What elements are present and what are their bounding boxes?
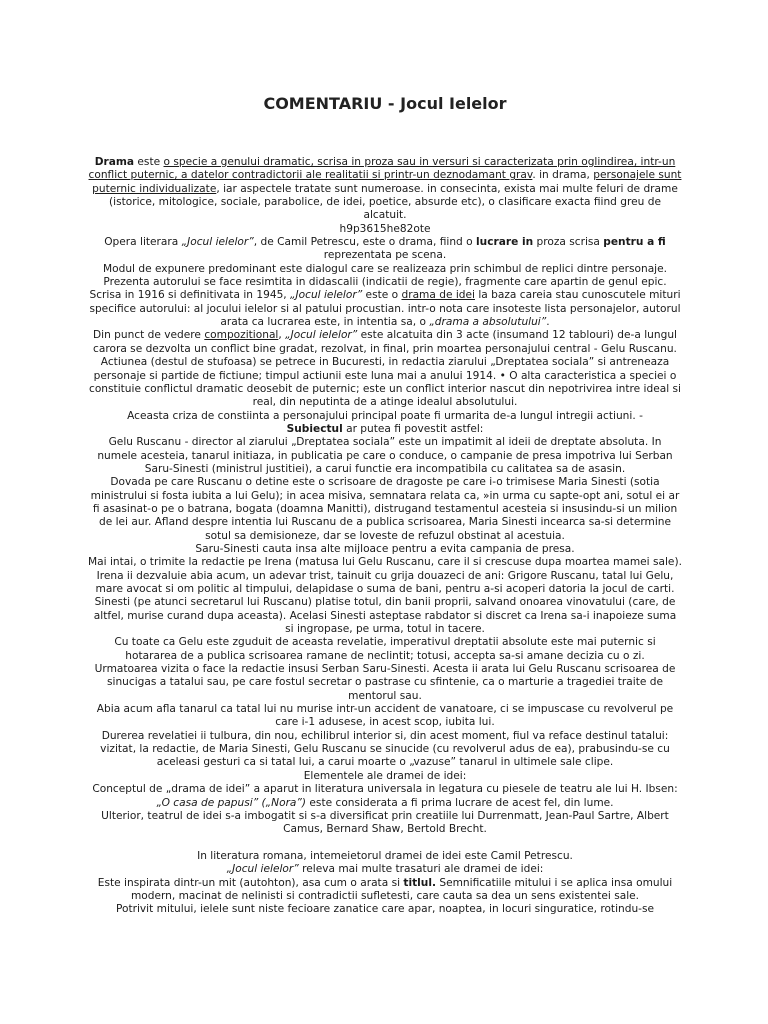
definition-link[interactable]: o specie a genului dramatic, scrisa in proza sau in versuri si caracterizata prin oglindirea, intr-un conflict puternic, a datelor contradictorii ale realitatii si printr-un deznodamant grav (88, 156, 676, 182)
paragraph-mai-intai: Mai intai, o trimite la redactie pe Irena (matusa lui Gelu Ruscanu, care il si crescuse dupa moartea mamei sale). (88, 556, 682, 569)
document-code: h9p3615he82ote (339, 222, 431, 235)
paragraph-gelu: Gelu Ruscanu - director al ziarului „Dreptatea sociala” este un impatimit al ideii de dreptate absoluta. In numele acesteia, tanarul initiaza, in publicatia pe care o conduce, o campanie de presa impotriva lui Serban Saru-Sinesti (ministrul justitiei), a carui functie era incompatibila cu calitatea sa de asasin. (97, 436, 673, 475)
paragraph-elemente: Elementele ale dramei de idei: (303, 769, 467, 782)
drama-de-idei-link[interactable]: drama de idei (401, 289, 475, 302)
paragraph-ulterior: Ulterior, teatrul de idei s-a imbogatit si s-a diversificat prin creatiile lui Durrenmatt, Jean-Paul Sartre, Albert Camus, Bernard Shaw, Bertold Brecht. (101, 809, 669, 836)
document-title: COMENTARIU - Jocul Ielelor (263, 94, 507, 113)
paragraph-cu-toate: Cu toate ca Gelu este zguduit de aceasta revelatie, imperativul dreptatii absolute este mai puternic si hotararea de a publica scrisoarea ramane de neclintit; totusi, accepta sa-si amane decizia cu o zi. (114, 636, 656, 662)
paragraph-sinesti: Sinesti (pe atunci secretarul lui Ruscanu) platise totul, din banii proprii, salvand onoarea vinovatului (care, de altfel, murise curand dupa aceasta). Acelasi Sinesti asteptase rabdator si discret ca Irena sa-i inapoieze suma si ingropase, pe urma, totul in tacere. (93, 596, 677, 636)
document-body (88, 156, 682, 917)
paragraph-compozitional: Din punct de vedere compozitional, „Jocul ielelor” este alcatuita din 3 acte (insumand 12 tablouri) de-a lungul carora se dezvolta un conflict bine gradat, rezolvat, in final, prin moartea personajului central - Gelu Ruscanu. (92, 329, 677, 355)
paragraph-in-literatura: In literatura romana, intemeietorul dramei de idei este Camil Petrescu. (197, 849, 573, 862)
paragraph-opera: Opera literara „Jocul ielelor”, de Camil Petrescu, este o drama, fiind o lucrare in proza scrisa pentru a fi reprezentata pe scena. (104, 236, 666, 262)
paragraph-actiunea: Actiunea (destul de stufoasa) se petrece in Bucuresti, in redactia ziarului „Dreptatea sociala” si antreneaza personaje si partide de fictiune; timpul actiunii este luna mai a anului 1914. • O alta caracteristica a speciei o constituie conflictul dramatic deosebit de puternic; este un conflict interior nascut din nepotrivirea intre ideal si real, din neputinta de a atinge idealul absolutului. (89, 356, 681, 409)
paragraph-criza: Aceasta criza de constiinta a personajului principal poate fi urmarita de-a lungul intregii actiuni. - (127, 409, 643, 422)
characters-link[interactable]: personajele sunt puternic individualizate (92, 169, 682, 195)
intro-paragraph: Drama este o specie a genului dramatic, scrisa in proza sau in versuri si caracterizata prin oglindirea, intr-un conflict puternic, a datelor contradictorii ale realitatii si printr-un deznodamant grav. in drama, personajele sunt puternic individualizate, iar aspectele tratate sunt numeroase. in consecinta, exista mai multe feluri de drame (istorice, mitologice, sociale, parabolice, de idei, poetice, absurde etc), o clasificare exacta fiind greu de alcatuit. (88, 156, 682, 222)
paragraph-conceptul: Conceptul de „drama de idei” a aparut in literatura universala in legatura cu piesele de teatru ale lui H. Ibsen: „O casa de papusi” („Nora”) este considerata a fi prima lucrare de acest fel, din lume. (92, 783, 678, 809)
paragraph-abia: Abia acum afla tanarul ca tatal lui nu murise intr-un accident de vanatoare, ci se impuscase cu revolverul pe care i-1 adusese, in acest scop, iubita lui. (96, 703, 674, 729)
paragraph-releva: „Jocul ielelor” releva mai multe trasaturi ale dramei de idei: (226, 863, 544, 876)
paragraph-dovada: Dovada pe care Ruscanu o detine este o scrisoare de dragoste pe care i-o trimisese Maria Sinesti (sotia ministrului si fosta iubita a lui Gelu); in acea misiva, semnatara relata ca, »in urma cu sapte-opt ani, sotul ei ar fi asasinat-o pe o batrana, bogata (doamna Manitti), distrugand testamentul acesteia si insusindu-si un milion de lei aur. Afland despre intentia lui Ruscanu de a publica scrisoarea, Maria Sinesti incearca sa-si determine sotul sa demisioneze, dar se loveste de refuzul obstinat al acestuia. (90, 476, 680, 542)
paragraph-inspirata: Este inspirata dintr-un mit (autohton), asa cum o arata si titlul. Semnificatiile mitului i se aplica insa omului modern, macinat de nelinisti si contradictii sufletesti, care cauta sa dea un sens existentei sale. (97, 876, 673, 902)
paragraph-scrisa: Scrisa in 1916 si definitivata in 1945, „Jocul ielelor” este o drama de idei la baza careia stau cunoscutele mituri specifice autorului: al jocului ielelor si al patului procustian. intr-o nota care insoteste lista personajelor, autorul arata ca lucrarea este, in intentia sa, o „drama a absolutului”. (89, 289, 681, 329)
document-page (88, 0, 682, 1024)
paragraph-urmatoarea: Urmatoarea vizita o face la redactie insusi Serban Saru-Sinesti. Acesta ii arata lui Gelu Ruscanu scrisoarea de sinucigas a tatalui sau, pe care fostul secretar o pastrase cu sfintenie, ca o marturie a tragediei traite de mentorul sau. (94, 663, 676, 702)
paragraph-saru: Saru-Sinesti cauta insa alte mijloace pentru a evita campania de presa. (195, 542, 575, 555)
compozitional-link[interactable]: compozitional (204, 329, 279, 342)
paragraph-subiectul: Subiectul ar putea fi povestit astfel: (286, 422, 484, 435)
paragraph-irena: Irena ii dezvaluie abia acum, un adevar trist, tainuit cu grija douazeci de ani: Grigore Ruscanu, tatal lui Gelu, mare avocat si om politic al timpului, delapidase o suma de bani, pentru a-si acoperi datoria la jocul de carti. (95, 569, 675, 595)
paragraph-modul: Modul de expunere predominant este dialogul care se realizeaza prin schimbul de replici dintre personaje. (102, 262, 668, 275)
paragraph-potrivit: Potrivit mitului, ielele sunt niste fecioare zanatice care apar, noaptea, in locuri singuratice, rotindu-se (115, 903, 655, 916)
blank-line (88, 837, 682, 850)
paragraph-durerea: Durerea revelatiei ii tulbura, din nou, echilibrul interior si, din acest moment, fiul va reface destinul tatalui: vizitat, la redactie, de Maria Sinesti, Gelu Ruscanu se sinucide (cu revolverul adus de ea), prabusindu-se cu aceleasi gesturi ca si tatal lui, a carui moarte o „vazuse” tanarul in ultimele sale clipe. (100, 729, 670, 769)
paragraph-prezenta: Prezenta autorului se face resimtita in didascalii (indicatii de regie), fragmente care apartin de genul epic. (103, 276, 667, 289)
term-drama: Drama (94, 156, 135, 168)
